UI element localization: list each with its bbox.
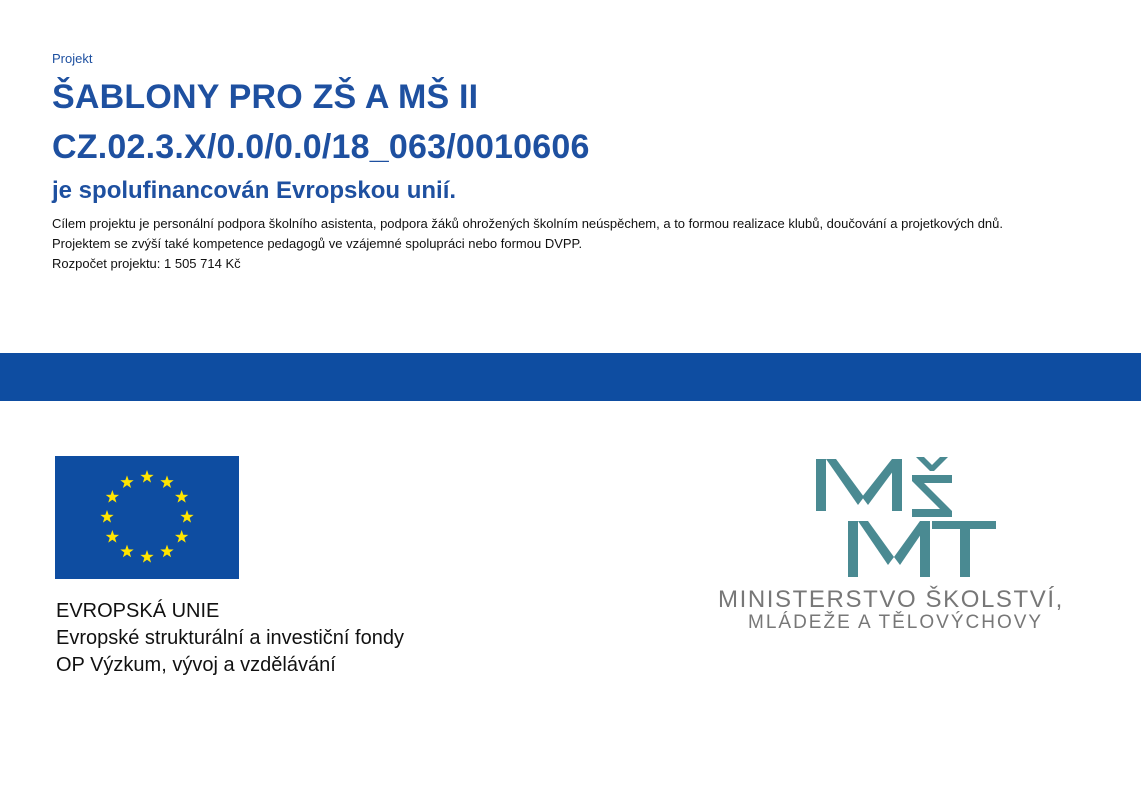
msmt-monogram-icon bbox=[812, 455, 1002, 581]
project-subtitle: je spolufinancován Evropskou unií. bbox=[52, 177, 457, 204]
blue-divider-band bbox=[0, 353, 1141, 401]
eu-caption bbox=[56, 598, 576, 679]
eu-name: EVROPSKÁ UNIE bbox=[56, 600, 220, 622]
project-title: ŠABLONY PRO ZŠ A MŠ II bbox=[52, 78, 479, 116]
project-header bbox=[52, 50, 1092, 274]
project-registration-number: CZ.02.3.X/0.0/0.0/18_063/0010606 bbox=[52, 128, 590, 166]
ministry-name-line1: MINISTERSTVO ŠKOLSTVÍ, bbox=[718, 586, 1064, 613]
eu-funds-name: Evropské strukturální a investiční fondy bbox=[56, 627, 404, 649]
ministry-name-line2: MLÁDEŽE A TĚLOVÝCHOVY bbox=[748, 612, 1044, 633]
project-budget: Rozpočet projektu: 1 505 714 Kč bbox=[52, 256, 241, 271]
project-label: Projekt bbox=[52, 51, 93, 66]
eu-programme-name: OP Výzkum, vývoj a vzdělávání bbox=[56, 654, 336, 676]
project-description: Cílem projektu je personální podpora školního asistenta, podpora žáků ohrožených školním neúspěchem, a to formou realizace klubů, doučování a projetkových dnů. Projektem se zvýší také kompetence pedagogů ve vzájemné spolupráci nebo formou DVPP. bbox=[52, 216, 1003, 251]
eu-flag-icon bbox=[55, 456, 239, 579]
